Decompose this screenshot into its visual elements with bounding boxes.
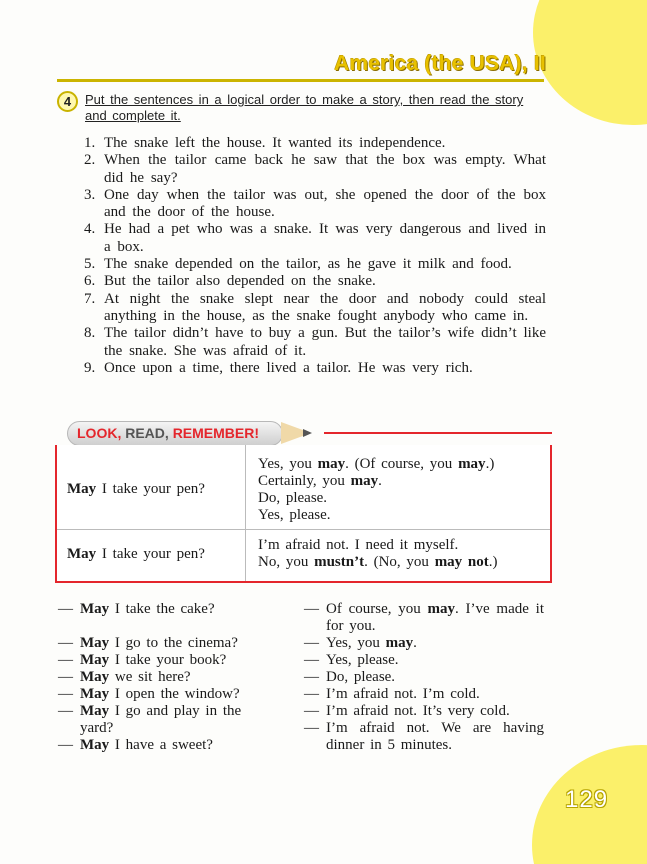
dialog-question: — May I go and play in the yard? bbox=[58, 703, 242, 736]
dialog-answer: — Of course, you may. I’ve made it for you. bbox=[304, 601, 544, 634]
answer-line: Yes, you may. (Of course, you may.) bbox=[258, 456, 495, 472]
story-sentence: 1. The snake left the house. It wanted its independence. bbox=[84, 135, 446, 151]
story-sentence: 2. When the tailor came back he saw that the box was empty. What did he say? bbox=[84, 152, 546, 186]
grammar-question-positive: May I take your pen? bbox=[67, 481, 205, 497]
grammar-box-divider-vertical bbox=[245, 445, 246, 581]
story-sentence: 9. Once upon a time, there lived a tailor. He was very rich. bbox=[84, 359, 473, 376]
dialog-answer: — Yes, you may. bbox=[304, 635, 417, 651]
dialog-answer: — I’m afraid not. I’m cold. bbox=[304, 686, 480, 702]
grammar-answers-positive bbox=[258, 456, 494, 524]
page-number: 129 bbox=[565, 786, 609, 813]
pencil-lead bbox=[303, 429, 312, 437]
answer-line: No, you mustn’t. (No, you may not.) bbox=[258, 554, 498, 570]
dialog-questions-column bbox=[58, 601, 278, 754]
answer-line: I’m afraid not. I need it myself. bbox=[258, 537, 459, 553]
corner-decoration-top bbox=[533, 0, 647, 125]
dialog-question: — May I take the cake? bbox=[58, 601, 215, 617]
look-read-remember-banner bbox=[67, 421, 311, 446]
page-title: America (the USA), II bbox=[334, 52, 546, 75]
answer-line: Do, please. bbox=[258, 490, 328, 506]
grammar-question-negative: May I take your pen? bbox=[67, 546, 205, 562]
dialog-question: — May we sit here? bbox=[58, 669, 191, 685]
story-sentence: 7. At night the snake slept near the door and nobody could steal anything in the house, as the snake fought anybody who came in. bbox=[84, 290, 546, 324]
story-sentence: 5. The snake depended on the tailor, as he gave it milk and food. bbox=[84, 256, 512, 273]
dialog-question: — May I go to the cinema? bbox=[58, 635, 238, 651]
story-sentence: 3. One day when the tailor was out, she opened the door of the box and the door of the house. bbox=[84, 186, 546, 221]
dialog-answer: — Do, please. bbox=[304, 669, 396, 685]
dialog-answer: — I’m afraid not. We are having dinner in 5 minutes. bbox=[304, 720, 544, 753]
exercise-instruction: Put the sentences in a logical order to make a story, then read the story and complete it. bbox=[85, 92, 524, 123]
dialog-question: — May I open the window? bbox=[58, 686, 240, 702]
grammar-box-top-border bbox=[324, 432, 552, 434]
answer-line: Certainly, you may. bbox=[258, 473, 382, 489]
dialog-answer: — Yes, please. bbox=[304, 652, 399, 668]
dialog-answers-column bbox=[304, 601, 544, 754]
grammar-box bbox=[55, 445, 552, 583]
grammar-answers-negative bbox=[258, 537, 498, 571]
dialog-answer: — I’m afraid not. It’s very cold. bbox=[304, 703, 510, 719]
exercise-number-badge: 4 bbox=[57, 91, 78, 112]
dialog-question: — May I take your book? bbox=[58, 652, 227, 668]
banner-text: LOOK, READ, REMEMBER! bbox=[77, 425, 260, 441]
story-sentence-list bbox=[84, 135, 546, 377]
answer-line: Yes, please. bbox=[258, 507, 331, 523]
dialog-question: — May I have a sweet? bbox=[58, 737, 213, 753]
story-sentence: 8. The tailor didn’t have to buy a gun. But the tailor’s wife didn’t like the snake. She was afraid of it. bbox=[84, 325, 546, 359]
story-sentence: 4. He had a pet who was a snake. It was very dangerous and lived in a box. bbox=[84, 221, 546, 255]
story-sentence: 6. But the tailor also depended on the snake. bbox=[84, 273, 376, 290]
title-underline bbox=[57, 79, 544, 82]
grammar-box-divider-horizontal bbox=[57, 529, 550, 530]
